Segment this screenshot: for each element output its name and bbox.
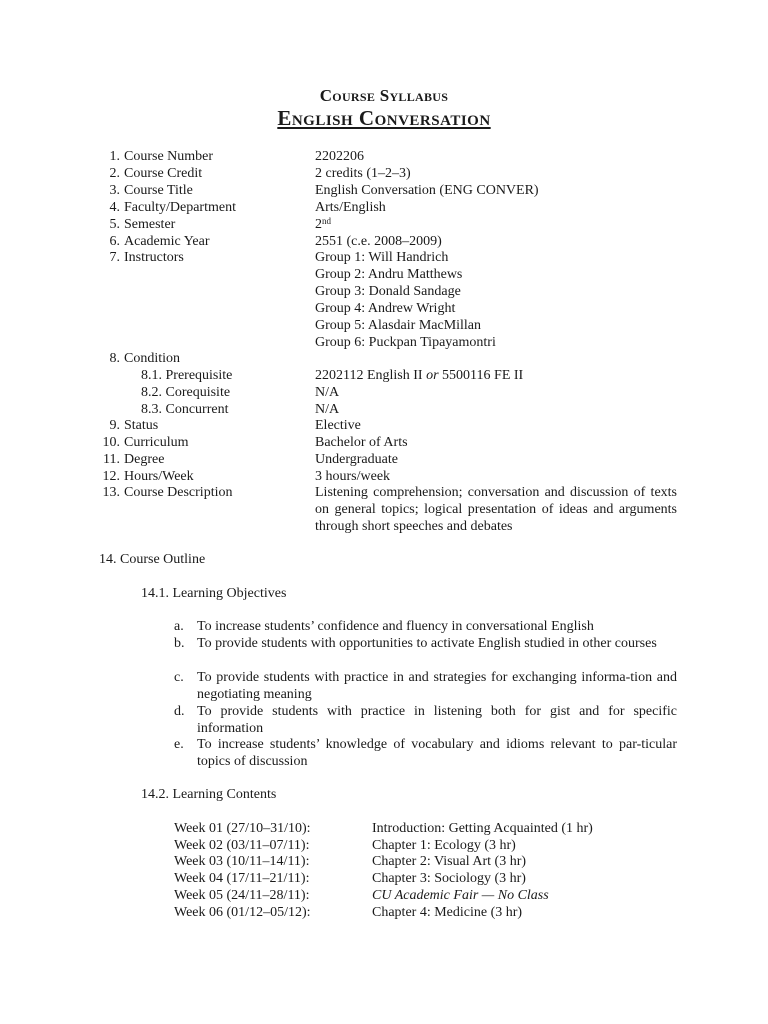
instructor-group-text: Group 4: Andrew Wright — [315, 301, 456, 316]
semester-suffix: nd — [322, 216, 331, 226]
field-value: Arts/English — [315, 200, 386, 215]
objective-item — [174, 669, 677, 703]
field-label: Curriculum — [124, 435, 189, 450]
field-condition — [0, 350, 768, 367]
field-academic-year — [0, 233, 768, 250]
objective-item — [174, 635, 677, 652]
field-number: 5. — [109, 217, 120, 232]
field-label: Faculty/Department — [124, 200, 236, 215]
instructor-group-text: Group 2: Andru Matthews — [315, 267, 463, 282]
field-number: 3. — [109, 183, 120, 198]
field-value: 2202206 — [315, 149, 364, 164]
field-instructors — [0, 249, 768, 266]
field-number: 4. — [109, 200, 120, 215]
instructor-group — [0, 300, 768, 317]
prerequisite-b: 5500116 FE II — [438, 368, 524, 383]
field-number: 12. — [102, 469, 120, 484]
field-value: 2 credits (1–2–3) — [315, 166, 411, 181]
instructor-group-text: Group 6: Puckpan Tipayamontri — [315, 335, 496, 350]
field-course-number — [0, 148, 768, 165]
field-number: 2. — [109, 166, 120, 181]
field-label: 8.3. Concurrent — [141, 402, 229, 417]
field-course-credit — [0, 165, 768, 182]
document-title: Course Syllabus — [319, 86, 449, 105]
objective-letter: b. — [174, 636, 185, 651]
field-label: Course Description — [124, 485, 233, 500]
objective-text: To provide students with practice in listening both for gist and for specific information — [197, 704, 677, 736]
week-dates: Week 01 (27/10–31/10): — [174, 821, 311, 836]
field-hours-week — [0, 468, 768, 485]
week-content: CU Academic Fair — No Class — [372, 888, 549, 903]
field-label: 8.1. Prerequisite — [141, 368, 233, 383]
week-content: Introduction: Getting Acquainted (1 hr) — [372, 821, 593, 836]
field-label: Course Credit — [124, 166, 203, 181]
week-row — [174, 837, 594, 854]
field-value — [315, 216, 331, 233]
field-corequisite — [0, 384, 768, 401]
week-dates: Week 02 (03/11–07/11): — [174, 838, 310, 853]
week-content: Chapter 2: Visual Art (3 hr) — [372, 854, 527, 869]
objective-item — [174, 736, 677, 770]
field-degree — [0, 451, 768, 468]
field-number: 1. — [109, 149, 120, 164]
field-number: 13. — [102, 485, 120, 500]
field-status — [0, 417, 768, 434]
field-label: Academic Year — [124, 234, 210, 249]
objective-text: To increase students’ knowledge of vocabulary and idioms relevant to par-ticular topics of discussion — [197, 737, 677, 769]
objective-text: To provide students with practice in and strategies for exchanging informa-tion and negotiating meaning — [197, 670, 677, 702]
field-number: 7. — [109, 250, 120, 265]
instructor-group — [0, 266, 768, 283]
instructor-group-text: Group 3: Donald Sandage — [315, 284, 461, 299]
field-value: N/A — [315, 385, 340, 400]
field-value: Bachelor of Arts — [315, 435, 408, 450]
field-label: Condition — [124, 351, 181, 366]
field-number: 11. — [103, 452, 120, 467]
field-number: 10. — [102, 435, 120, 450]
week-dates: Week 06 (01/12–05/12): — [174, 905, 311, 920]
field-label: Status — [124, 418, 159, 433]
field-value: English Conversation (ENG CONVER) — [315, 183, 539, 198]
field-label: Hours/Week — [124, 469, 194, 484]
field-number: 6. — [109, 234, 120, 249]
field-label: Instructors — [124, 250, 184, 265]
field-semester — [0, 216, 768, 233]
week-dates: Week 04 (17/11–21/11): — [174, 871, 310, 886]
field-faculty — [0, 199, 768, 216]
field-value: Undergraduate — [315, 452, 398, 467]
week-row — [174, 820, 594, 837]
field-value: Group 1: Will Handrich — [315, 250, 449, 265]
field-value: 2551 (c.e. 2008–2009) — [315, 234, 442, 249]
field-prerequisite — [0, 367, 768, 384]
week-row — [174, 887, 594, 904]
week-dates: Week 03 (10/11–14/11): — [174, 854, 310, 869]
week-row — [174, 870, 594, 887]
field-curriculum — [0, 434, 768, 451]
prerequisite-a: 2202112 English II — [315, 368, 427, 383]
week-content: Chapter 4: Medicine (3 hr) — [372, 905, 523, 920]
prerequisite-or: or — [426, 368, 439, 383]
course-name-heading: English Conversation — [277, 106, 491, 130]
objective-letter: e. — [174, 737, 184, 752]
instructor-group — [0, 334, 768, 351]
instructor-group-text: Group 5: Alasdair MacMillan — [315, 318, 482, 333]
objective-text: To increase students’ confidence and fluency in conversational English — [197, 619, 594, 634]
week-content: Chapter 3: Sociology (3 hr) — [372, 871, 526, 886]
field-label: Semester — [124, 217, 176, 232]
objective-letter: d. — [174, 704, 185, 719]
learning-contents-heading: 14.2. Learning Contents — [141, 787, 277, 802]
field-value — [315, 367, 523, 384]
field-value: Elective — [315, 418, 361, 433]
field-label: Course Title — [124, 183, 193, 198]
week-dates: Week 05 (24/11–28/11): — [174, 888, 310, 903]
objective-item — [174, 703, 677, 737]
field-value: 3 hours/week — [315, 469, 391, 484]
field-concurrent — [0, 401, 768, 418]
field-number: 9. — [109, 418, 120, 433]
field-number: 8. — [109, 351, 120, 366]
objective-letter: a. — [174, 619, 184, 634]
field-label: Degree — [124, 452, 165, 467]
objective-letter: c. — [174, 670, 184, 685]
instructor-group — [0, 317, 768, 334]
learning-objectives-heading: 14.1. Learning Objectives — [141, 586, 287, 601]
instructor-group — [0, 283, 768, 300]
course-description-text: Listening comprehension; conversation and discussion of texts on general topics; logical presentation of ideas and arguments through short speeches and debates — [315, 485, 677, 534]
course-outline-heading: 14. Course Outline — [99, 552, 206, 567]
objective-item — [174, 618, 677, 635]
field-label: 8.2. Corequisite — [141, 385, 231, 400]
field-course-title — [0, 182, 768, 199]
week-content: Chapter 1: Ecology (3 hr) — [372, 838, 516, 853]
field-label: Course Number — [124, 149, 214, 164]
field-value: N/A — [315, 402, 340, 417]
semester-value: 2 — [315, 217, 322, 232]
week-row — [174, 904, 594, 921]
objective-text: To provide students with opportunities to activate English studied in other courses — [197, 636, 657, 651]
week-row — [174, 853, 594, 870]
